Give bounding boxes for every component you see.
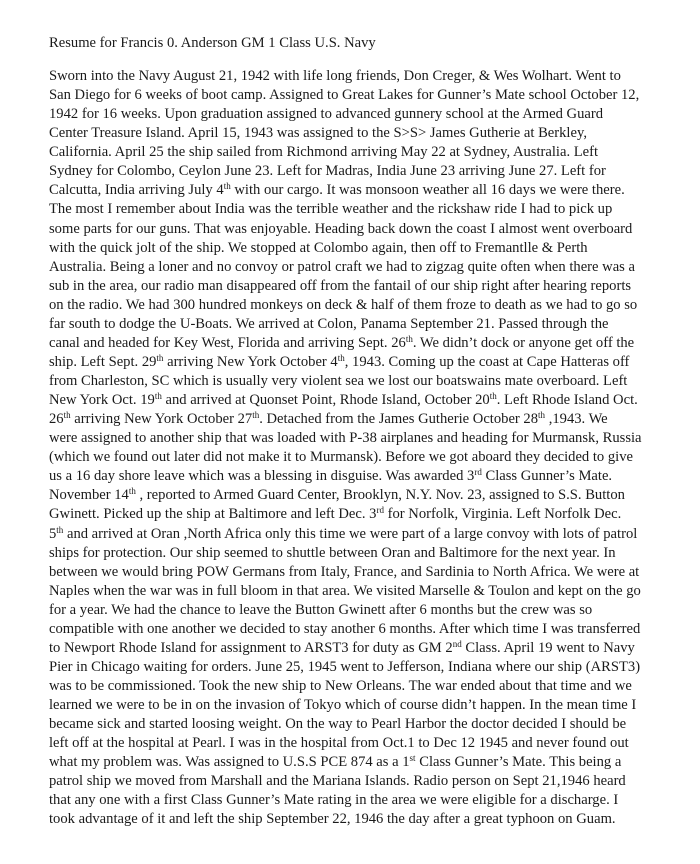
line-text: California. April 25 the ship sailed from Richmond arriving May 22 at Sydney, Australia. Left <box>49 144 599 161</box>
body-line <box>49 86 688 105</box>
line-text: between we would bring POW Germans from Italy, France, and Sardinia to North Africa. We were at <box>49 563 640 580</box>
line-text: Gwinett. Picked up the ship at Baltimore and left Dec. 3 <box>49 506 377 523</box>
body-line <box>49 200 688 219</box>
line-text: us a 16 day shore leave which was a blessing in disguise. Was awarded 3 <box>49 468 475 485</box>
body-line <box>49 162 688 181</box>
body-line <box>49 658 688 677</box>
body-line <box>49 753 688 772</box>
line-text: and arrived at Quonset Point, Rhode Island, October 20 <box>161 392 490 409</box>
line-text: . Detached from the James Gutherie October 28 <box>259 411 539 428</box>
line-text: 26 <box>49 411 64 428</box>
line-text: to Newport Rhode Island for assignment to ARST3 for duty as GM 2 <box>49 639 453 656</box>
ordinal-superscript: rd <box>376 505 384 516</box>
body-line <box>49 372 688 391</box>
body-line <box>49 525 688 544</box>
body-line <box>49 124 688 143</box>
line-text: with our cargo. It was monsoon weather all 16 days we were there. <box>230 182 625 199</box>
line-text: Class. April 19 went to Navy <box>461 639 635 656</box>
body-line <box>49 105 688 124</box>
ordinal-superscript: th <box>252 410 260 421</box>
line-text: Sydney for Colombo, Ceylon June 23. Left for Madras, India June 23 arriving June 27. Left for <box>49 163 606 180</box>
line-text: left off at the hospital at Pearl. I was in the hospital from Oct.1 to Dec 12 1945 and never found out <box>49 735 629 752</box>
line-text: what my problem was. Was assigned to U.S.S PCE 874 as a 1 <box>49 754 410 771</box>
line-text: arriving New York October 27 <box>70 411 253 428</box>
line-text: far south to dodge the U-Boats. We arrived at Colon, Panama September 21. Passed through the <box>49 315 609 332</box>
line-text: Class Gunner’s Mate. This being a <box>415 754 622 771</box>
ordinal-superscript: th <box>405 333 413 344</box>
line-text: Naples when the war was in full bloom in that area. We visited Marselle & Toulon and kept on the go <box>49 582 641 599</box>
body-line <box>49 639 688 658</box>
ordinal-superscript: th <box>223 181 231 192</box>
line-text: took advantage of it and left the ship September 22, 1946 the day after a great typhoon on Guam. <box>49 811 616 828</box>
body-line <box>49 677 688 696</box>
body-line <box>49 601 688 620</box>
body-line <box>49 505 688 524</box>
ordinal-superscript: st <box>409 753 416 764</box>
line-text: were assigned to another ship that was loaded with P-38 airplanes and heading for Murmansk, Russia <box>49 430 642 447</box>
ordinal-superscript: rd <box>474 467 482 478</box>
line-text: The most I remember about India was the terrible weather and the rickshaw ride I had to pick up <box>49 201 613 218</box>
line-text: and arrived at Oran ,North Africa only this time we were part of a large convoy with lots of patrol <box>63 525 638 542</box>
line-text: patrol ship we moved from Marshall and the Mariana Islands. Radio person on Sept 21,1946 heard <box>49 773 626 790</box>
line-text: Pier in Chicago waiting for orders. June 25, 1945 went to Jefferson, Indiana where our ship (ARST3) <box>49 658 641 675</box>
line-text: ship. Left Sept. 29 <box>49 353 157 370</box>
line-text: that any one with a first Class Gunner’s Mate rating in the area we were eligible for a discharge. I <box>49 792 619 809</box>
body-line <box>49 410 688 429</box>
body-line <box>49 582 688 601</box>
ordinal-superscript: th <box>63 410 71 421</box>
document-title: Resume for Francis 0. Anderson GM 1 Class U.S. Navy <box>49 35 376 51</box>
line-text: Sworn into the Navy August 21, 1942 with life long friends, Don Creger, & Wes Wolhart. Went to <box>49 68 621 84</box>
body-line <box>49 772 688 791</box>
body-line <box>49 296 688 315</box>
ordinal-superscript: th <box>489 391 497 402</box>
body-line <box>49 239 688 258</box>
line-text: compatible with one another we decided to stay another 6 months. After which time I was transferred <box>49 620 641 637</box>
body-line <box>49 143 688 162</box>
line-text: Class Gunner’s Mate. <box>481 468 613 485</box>
body-line <box>49 391 688 410</box>
line-text: some parts for our guns. That was enjoyable. Heading back down the coast I almost went overboard <box>49 220 633 237</box>
ordinal-superscript: th <box>156 352 164 363</box>
ordinal-superscript: nd <box>452 638 462 649</box>
body-line <box>49 563 688 582</box>
line-text: San Diego for 6 weeks of boot camp. Assigned to Great Lakes for Gunner’s Mate school October 12, <box>49 87 640 104</box>
body-line <box>49 334 688 353</box>
body-line <box>49 467 688 486</box>
line-text: arriving New York October 4 <box>163 353 338 370</box>
line-text: 1942 for 16 weeks. Upon graduation assigned to advanced gunnery school at the Armed Guard <box>49 106 604 123</box>
document-body <box>49 67 688 830</box>
body-line <box>49 277 688 296</box>
body-line <box>49 429 688 448</box>
line-text: on the radio. We had 300 hundred monkeys on deck & half of them froze to death as we had to go so <box>49 296 638 313</box>
body-line <box>49 258 688 277</box>
body-line <box>49 810 688 829</box>
line-text: with the quick jolt of the ship. We stopped at Colombo again, then off to Fremantlle & Perth <box>49 239 588 256</box>
body-line <box>49 734 688 753</box>
line-text: . We didn’t dock or anyone get off the <box>412 334 635 351</box>
body-line <box>49 544 688 563</box>
line-text: Calcutta, India arriving July 4 <box>49 182 224 199</box>
line-text: was to be commissioned. Took the new ship to New Orleans. The war ended about that time and we <box>49 678 632 694</box>
line-text: . Left Rhode Island Oct. <box>496 392 638 409</box>
body-line <box>49 696 688 715</box>
body-line <box>49 220 688 239</box>
line-text: ships for protection. Our ship seemed to shuttle between Oran and Baltimore for the next year. In <box>49 544 616 561</box>
line-text: (which we found out later did not make it to Murmansk). Before we got aboard they decided to give <box>49 449 633 466</box>
line-text: , 1943. Coming up the coast at Cape Hatteras off <box>344 353 630 370</box>
body-line <box>49 715 688 734</box>
line-text: sub in the area, our radio man disappeared off from the fantail of our ship right after hearing reports <box>49 277 632 294</box>
body-line <box>49 620 688 639</box>
ordinal-superscript: th <box>56 524 64 535</box>
line-text: became sick and started loosing weight. On the way to Pearl Harbor the doctor decided I should be <box>49 716 627 733</box>
line-text: for Norfolk, Virginia. Left Norfolk Dec. <box>383 506 622 523</box>
body-line <box>49 67 688 86</box>
line-text: , reported to Armed Guard Center, Brooklyn, N.Y. Nov. 23, assigned to S.S. Button <box>135 487 625 504</box>
line-text: for a year. We had the chance to leave the Button Gwinett after 6 months but the crew was so <box>49 601 593 618</box>
ordinal-superscript: th <box>337 352 345 363</box>
line-text: learned we were to be in on the invasion of Tokyo which of course didn’t happen. In the mean time I <box>49 697 637 714</box>
body-line <box>49 315 688 334</box>
line-text: Center Treasure Island. April 15, 1943 was assigned to the S>S> James Gutherie at Berkley, <box>49 125 587 142</box>
body-line <box>49 486 688 505</box>
line-text: Australia. Being a loner and no convoy or patrol craft we had to zigzag quite often when there was a <box>49 258 635 275</box>
line-text: canal and headed for Key West, Florida and arriving Sept. 26 <box>49 334 406 351</box>
ordinal-superscript: th <box>154 391 162 402</box>
body-line <box>49 448 688 467</box>
line-text: November 14 <box>49 487 129 504</box>
ordinal-superscript: th <box>538 410 546 421</box>
ordinal-superscript: th <box>128 486 136 497</box>
line-text: 5 <box>49 525 57 542</box>
body-line <box>49 791 688 810</box>
body-line <box>49 353 688 372</box>
body-line <box>49 181 688 200</box>
line-text: New York Oct. 19 <box>49 392 155 409</box>
line-text: ,1943. We <box>545 411 608 428</box>
line-text: from Charleston, SC which is usually very violent sea we lost our boatswains mate overboard. Left <box>49 373 628 389</box>
